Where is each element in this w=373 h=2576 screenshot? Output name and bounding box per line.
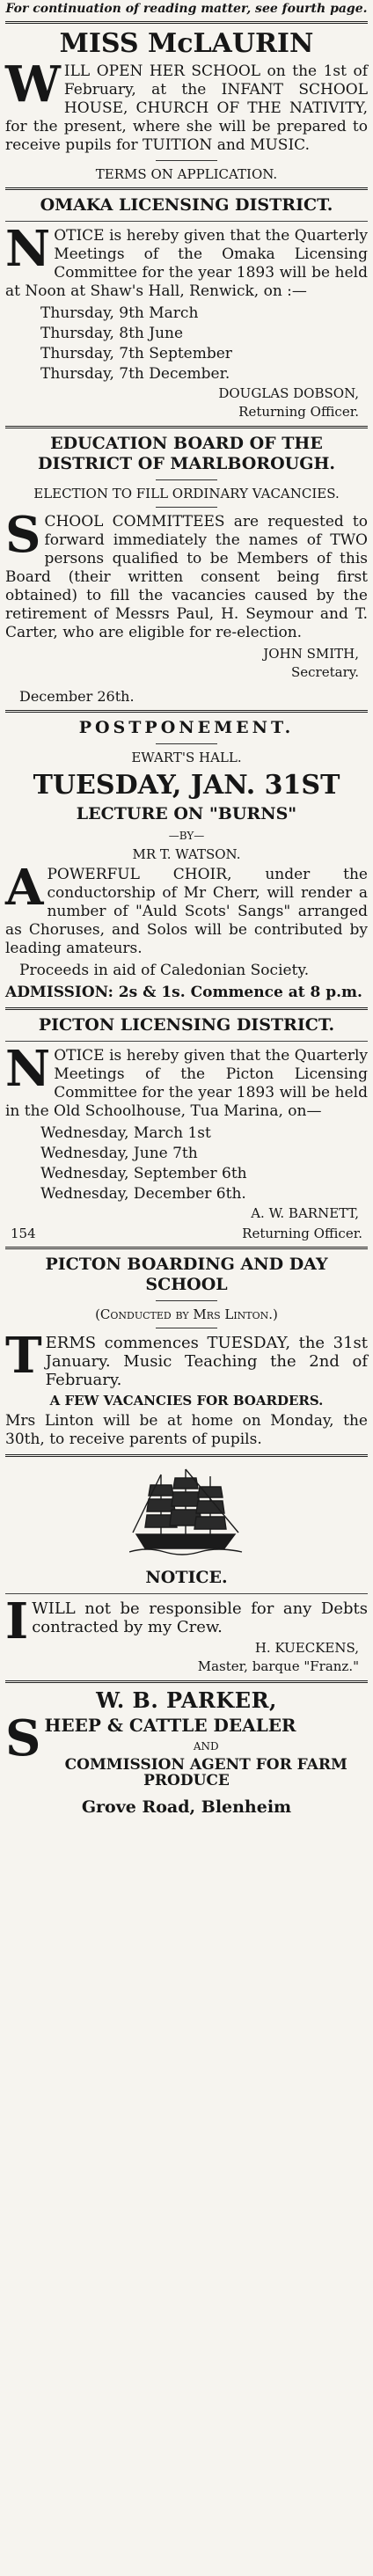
picton-licensing-signature-row	[11, 1226, 362, 1241]
postponement-day: TUESDAY, JAN. 31ST	[33, 770, 340, 801]
omaka-date: Thursday, 9th March	[40, 304, 199, 322]
picton-licensing-date: Wednesday, December 6th.	[40, 1185, 246, 1203]
sailing-ship-icon	[129, 1464, 244, 1561]
dropcap: A	[5, 859, 44, 917]
parker-and: AND	[193, 1740, 219, 1753]
education-advert	[5, 434, 368, 705]
omaka-text: OTICE is hereby given that the Quarterly Meetings of the Omaka Licensing Committee for the year 1893 will be held at Noon at Shaw's Hall, Renwick, on :—	[5, 227, 368, 300]
education-body	[5, 506, 368, 642]
divider	[5, 221, 368, 222]
divider	[5, 1041, 368, 1042]
dropcap: S	[5, 1709, 41, 1767]
mclaurin-terms: TERMS ON APPLICATION.	[95, 166, 278, 182]
picton-licensing-date: Wednesday, September 6th	[40, 1165, 247, 1182]
divider	[5, 21, 368, 24]
omaka-advert	[5, 195, 368, 421]
reference-number: 154	[11, 1226, 36, 1241]
picton-school-title: PICTON BOARDING AND DAY SCHOOL	[45, 1255, 328, 1294]
crew-notice-advert	[5, 1464, 368, 1675]
picton-school-text: ERMS commences TUESDAY, the 31st January. Music Teaching the 2nd of February.	[45, 1334, 368, 1389]
divider	[5, 1680, 368, 1683]
parker-title: W. B. PARKER,	[96, 1687, 277, 1713]
dropcap: I	[5, 1592, 29, 1650]
picton-school-conducted: (Conducted by Mrs Linton.)	[95, 1306, 278, 1322]
omaka-signature-role: Returning Officer.	[238, 404, 359, 420]
picton-licensing-advert	[5, 1015, 368, 1241]
crew-notice-title: NOTICE.	[145, 1568, 228, 1587]
omaka-date: Thursday, 7th September	[40, 345, 232, 362]
postponement-venue: EWART'S HALL.	[131, 750, 242, 765]
divider	[156, 1300, 217, 1301]
education-date: December 26th.	[19, 688, 135, 705]
picton-licensing-date: Wednesday, March 1st	[40, 1124, 211, 1142]
omaka-body	[5, 220, 368, 301]
picton-school-advert	[5, 1255, 368, 1449]
parker-line1-text: HEEP & CATTLE DEALER	[44, 1715, 296, 1736]
divider	[5, 1454, 368, 1457]
postponement-advert	[5, 718, 368, 1002]
postponement-by: —BY—	[168, 830, 205, 842]
divider	[156, 479, 217, 480]
education-signature-name: JOHN SMITH,	[263, 646, 359, 662]
picton-licensing-signature-name: A. W. BARNETT,	[251, 1205, 359, 1221]
postponement-admission: ADMISSION: 2s & 1s. Commence at 8 p.m.	[5, 984, 362, 1001]
divider	[156, 507, 217, 508]
omaka-title: OMAKA LICENSING DISTRICT.	[40, 195, 333, 215]
picton-licensing-text: OTICE is hereby given that the Quarterly Meetings of the Picton Licensing Committee for the year 1893 will be held in the Old Schoolhouse, Tua Marina, on—	[5, 1047, 368, 1120]
newspaper-column	[0, 2, 373, 2576]
picton-school-vacancies: A FEW VACANCIES FOR BOARDERS.	[49, 1393, 324, 1409]
crew-notice-signature-name: H. KUECKENS,	[254, 1640, 359, 1656]
mclaurin-text: ILL OPEN HER SCHOOL on the 1st of February, at the INFANT SCHOOL HOUSE, CHURCH OF THE NATIVITY, for the present, where she will be prepared to receive pupils for TUITION and MUSIC.	[5, 62, 368, 154]
divider	[5, 1593, 368, 1594]
parker-address: Grove Road, Blenheim	[81, 1797, 292, 1817]
divider	[156, 160, 217, 161]
parker-advert	[5, 1688, 368, 1817]
divider	[5, 1007, 368, 1010]
dropcap: N	[5, 220, 51, 278]
divider	[5, 187, 368, 190]
omaka-date: Thursday, 7th December.	[40, 365, 230, 383]
dropcap: T	[5, 1327, 42, 1385]
crew-notice-signature-role: Master, barque "Franz."	[197, 1658, 359, 1674]
dropcap: N	[5, 1040, 51, 1098]
continuation-note: For continuation of reading matter, see fourth page.	[5, 2, 368, 16]
mclaurin-title: MISS McLAURIN	[59, 28, 314, 59]
mclaurin-body	[5, 55, 368, 155]
picton-licensing-body	[5, 1040, 368, 1121]
education-subtitle: ELECTION TO FILL ORDINARY VACANCIES.	[33, 486, 340, 501]
omaka-signature-name: DOUGLAS DOBSON,	[218, 385, 359, 401]
divider	[156, 743, 217, 744]
education-title: EDUCATION BOARD OF THE DISTRICT OF MARLBOROUGH.	[37, 434, 336, 473]
divider	[5, 1247, 368, 1249]
picton-school-home: Mrs Linton will be at home on Monday, the 30th, to receive parents of pupils.	[5, 1412, 368, 1448]
postponement-speaker: MR T. WATSON.	[132, 846, 241, 862]
divider	[5, 710, 368, 713]
omaka-date: Thursday, 8th June	[40, 325, 184, 342]
picton-school-body	[5, 1327, 368, 1389]
picton-licensing-signature-role: Returning Officer.	[242, 1226, 362, 1241]
dropcap: S	[5, 506, 41, 564]
crew-notice-text: WILL not be responsible for any Debts contracted by my Crew.	[32, 1599, 368, 1636]
postponement-title: POSTPONEMENT.	[78, 718, 295, 737]
divider	[5, 426, 368, 428]
postponement-body	[5, 859, 368, 958]
mclaurin-advert	[5, 29, 368, 182]
education-signature-role: Secretary.	[291, 664, 359, 680]
education-text: CHOOL COMMITTEES are requested to forward immediately the names of TWO persons qualified to be Members of this Board (their written consent being first obtained) to fill the vacancies caused by the retirement of Messrs Paul, H. Seymour and T. Carter, who are eligible for re-election.	[5, 513, 368, 641]
dropcap: W	[5, 55, 61, 113]
picton-licensing-date: Wednesday, June 7th	[40, 1145, 198, 1162]
picton-licensing-title: PICTON LICENSING DISTRICT.	[38, 1015, 335, 1035]
postponement-text: POWERFUL CHOIR, under the conductorship of Mr Cherr, will render a number of "Auld Scots' Sangs" arranged as Choruses, and Solos will be contributed by leading amateurs.	[5, 866, 368, 957]
parker-line2: COMMISSION AGENT FOR FARM PRODUCE	[64, 1756, 347, 1789]
postponement-proceeds: Proceeds in aid of Caledonian Society.	[19, 962, 310, 979]
postponement-lecture: LECTURE ON "BURNS"	[76, 804, 297, 823]
